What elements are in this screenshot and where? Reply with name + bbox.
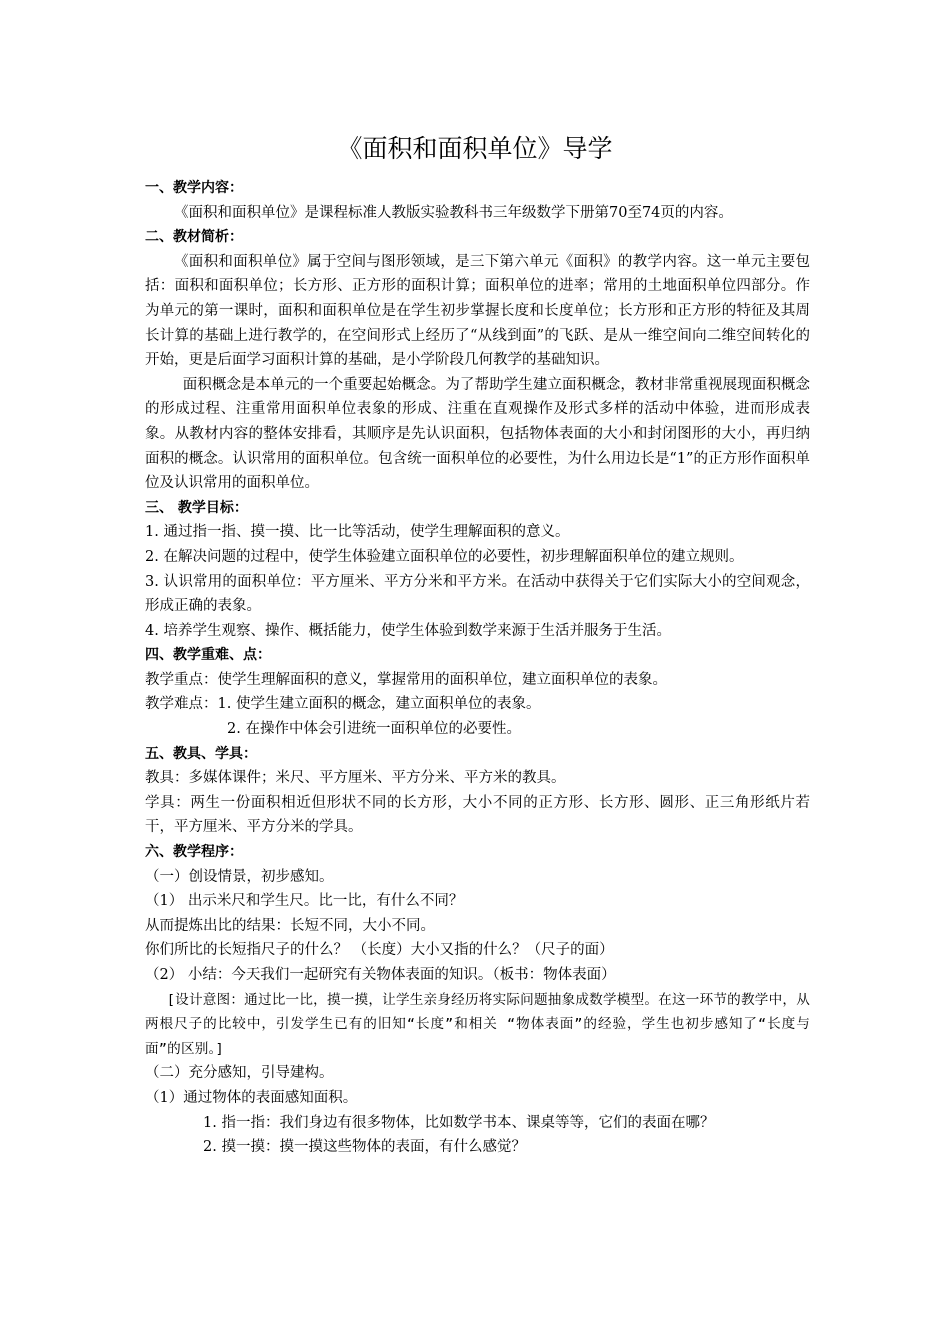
goal-item-2: 2. 在解决问题的过程中，使学生体验建立面积单位的必要性，初步理解面积单位的建立规则。 bbox=[145, 548, 744, 565]
goal-item-4: 4. 培养学生观察、操作、概括能力，使学生体验到数学来源于生活并服务于生活。 bbox=[145, 622, 671, 639]
difficult-point-2: 2. 在操作中体会引进统一面积单位的必要性。 bbox=[227, 721, 521, 738]
section-heading-content: 一、教学内容： bbox=[145, 180, 243, 196]
learning-tools: 学具：两生一份面积相近但形状不同的长方形，大小不同的正方形、长方形、圆形、正三角形纸片若干，平方厘米、平方分米的学具。 bbox=[145, 794, 810, 836]
goal-item-1: 1. 通过指一指、摸一摸、比一比等活动，使学生理解面积的意义。 bbox=[145, 524, 570, 541]
procedure-step-1-heading: （一）创设情景，初步感知。 bbox=[145, 868, 334, 885]
paragraph-analysis-2: 面积概念是本单元的一个重要起始概念。为了帮助学生建立面积概念，教材非常重视展现面积概念的形成过程、注重常用面积单位表象的形成、注重在直观操作及形式多样的活动中体验，进而形成表象。从教材内容的整体安排看，其顺序是先认识面积，包括物体表面的大小和封闭图形的大小，再归纳面积的概念。认识常用的面积单位。包含统一面积单位的必要性，为什么用边长是“1”的正方形作面积单位及认识常用的面积单位。 bbox=[145, 376, 810, 492]
design-intent: [设计意图：通过比一比，摸一摸，让学生亲身经历将实际问题抽象成数学模型。在这一环节的教学中，从两根尺子的比较中，引发学生已有的旧知“长度”和相关 “物体表面”的经验，学生也初步感知了“长度与面”的区别。] bbox=[145, 991, 810, 1057]
section-heading-key-points: 四、教学重难、点： bbox=[145, 647, 271, 664]
document-body bbox=[145, 176, 810, 1160]
teaching-tools: 教具：多媒体课件；米尺、平方厘米、平方分米、平方米的教具。 bbox=[145, 770, 566, 787]
section-heading-tools: 五、教具、学具： bbox=[145, 745, 257, 762]
section-heading-analysis: 二、教材简析： bbox=[145, 229, 243, 246]
document-title: 《面积和面积单位》导学 bbox=[337, 134, 613, 163]
difficult-point-1: 教学难点：1. 使学生建立面积的概念，建立面积单位的表象。 bbox=[145, 696, 541, 713]
procedure-step-2-heading: （二）充分感知，引导建构。 bbox=[145, 1065, 334, 1082]
procedure-text: 从而提炼出比的结果：长短不同，大小不同。 bbox=[145, 917, 435, 934]
section-heading-procedure: 六、教学程序： bbox=[145, 844, 243, 861]
procedure-text: 你们所比的长短指尺子的什么？ （长度）大小又指的什么？（尺子的面） bbox=[145, 942, 614, 959]
paragraph-content: 《面积和面积单位》是课程标准人教版实验教科书三年级数学下册第70至74页的内容。 bbox=[174, 204, 733, 221]
procedure-item: （1） 出示米尺和学生尺。比一比，有什么不同？ bbox=[145, 893, 464, 910]
key-point: 教学重点：使学生理解面积的意义，掌握常用的面积单位，建立面积单位的表象。 bbox=[145, 671, 667, 688]
paragraph-analysis-1: 《面积和面积单位》属于空间与图形领域，是三下第六单元《面积》的教学内容。这一单元主要包括：面积和面积单位；长方形、正方形的面积计算；面积单位的进率；常用的土地面积单位四部分。作为单元的第一课时，面积和面积单位是在学生初步掌握长度和长度单位；长方形和正方形的特征及其周长计算的基础上进行教学的，在空间形式上经历了“从线到面”的飞跃、是从一维空间向二维空间转化的开始，更是后面学习面积计算的基础，是小学阶段几何教学的基础知识。 bbox=[145, 253, 810, 369]
procedure-item: （1）通过物体的表面感知面积。 bbox=[145, 1089, 358, 1106]
procedure-item: （2） 小结：今天我们一起研究有关物体表面的知识。（板书：物体表面） bbox=[145, 967, 616, 983]
procedure-subitem-1: 1. 指一指：我们身边有很多物体，比如数学书本、课桌等等，它们的表面在哪？ bbox=[203, 1114, 715, 1131]
procedure-subitem-2: 2. 摸一摸：摸一摸这些物体的表面，有什么感觉？ bbox=[203, 1139, 526, 1156]
goal-item-3: 3. 认识常用的面积单位：平方厘米、平方分米和平方米。在活动中获得关于它们实际大小的空间观念，形成正确的表象。 bbox=[145, 573, 810, 615]
section-heading-goals: 三、 教学目标： bbox=[145, 499, 248, 516]
